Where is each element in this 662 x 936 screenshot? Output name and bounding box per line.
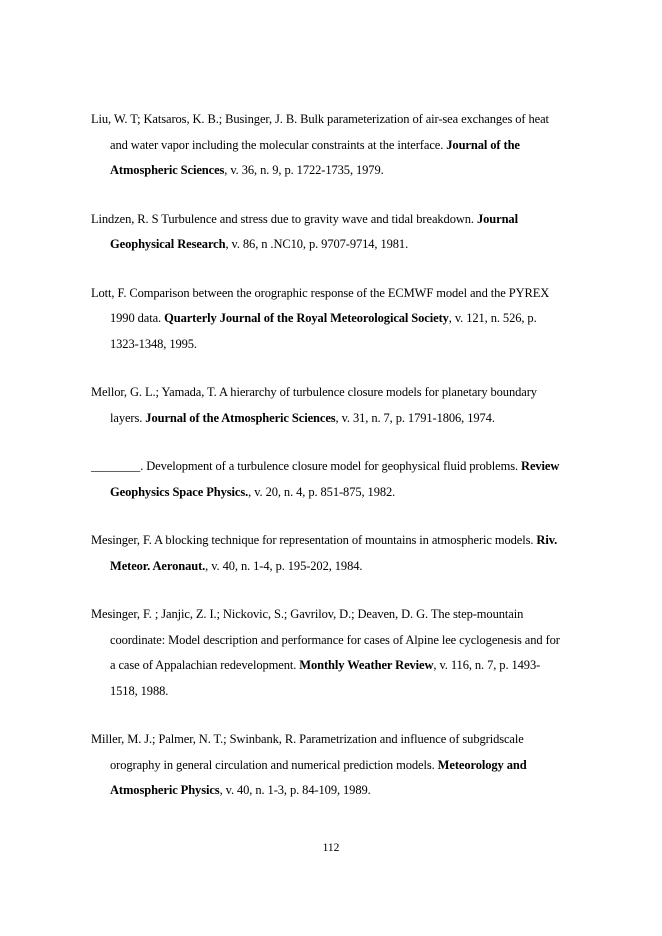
reference-details: , v. 40, n. 1-3, p. 84-109, 1989. [219,783,371,797]
reference-entry [91,528,561,579]
reference-entry [91,380,561,431]
reference-details: , v. 40, n. 1-4, p. 195-202, 1984. [205,558,363,573]
reference-details: , v. 31, n. 7, p. 1791-1806, 1974. [335,410,495,425]
journal-title: Journal of the Atmospheric Sciences [110,137,520,177]
reference-details: , v. 86, n .NC10, p. 9707-9714, 1981. [225,237,409,251]
reference-text: Lott, F. Comparison between the orographic response of the ECMWF model and the PYREX 1990 data. [91,285,550,325]
reference-entry [91,454,561,505]
journal-title: Riv. Meteor. Aeronaut. [110,533,558,573]
reference-text: Lindzen, R. S Turbulence and stress due to gravity wave and tidal breakdown. [91,211,477,226]
journal-title: Meteorology and Atmospheric Physics [110,757,527,797]
reference-details: , v. 20, n. 4, p. 851-875, 1982. [248,484,396,499]
reference-entry [91,602,561,704]
page-number: 112 [322,842,340,854]
reference-text: Mellor, G. L.; Yamada, T. A hierarchy of turbulence closure models for planetary boundary layers. [91,385,537,425]
reference-text: Miller, M. J.; Palmer, N. T.; Swinbank, R. Parametrization and influence of subgridscale orography in general circulation and numerical prediction models. [91,732,524,772]
reference-text: ________. Development of a turbulence closure model for geophysical fluid problems. [91,459,522,473]
reference-list [91,107,561,827]
journal-title: Review Geophysics Space Physics. [110,459,560,499]
reference-text: Mesinger, F. A blocking technique for representation of mountains in atmospheric models. [91,533,537,547]
reference-details: , v. 121, n. 526, p. 1323-1348, 1995. [110,311,537,351]
reference-entry [91,207,561,258]
reference-text: Mesinger, F. ; Janjic, Z. I.; Nickovic, S.; Gavrilov, D.; Deaven, D. G. The step-mountain coordinate: Model description and performance for cases of Alpine lee cyclogenesis and for a case of Appalachian redevelopment. [91,607,560,672]
journal-title: Monthly Weather Review [299,658,434,672]
journal-title: Journal of the Atmospheric Sciences [145,410,336,425]
reference-entry [91,727,561,804]
journal-title: Quarterly Journal of the Royal Meteorological Society [164,311,449,325]
reference-details: , v. 36, n. 9, p. 1722-1735, 1979. [224,163,384,177]
reference-entry [91,281,561,358]
reference-details: , v. 116, n. 7, p. 1493-1518, 1988. [110,658,541,698]
reference-entry [91,107,561,184]
journal-title: Journal Geophysical Research [110,211,518,251]
reference-text: Liu, W. T; Katsaros, K. B.; Businger, J. B. Bulk parameterization of air-sea exchanges of heat and water vapor including the molecular constraints at the interface. [91,112,549,152]
